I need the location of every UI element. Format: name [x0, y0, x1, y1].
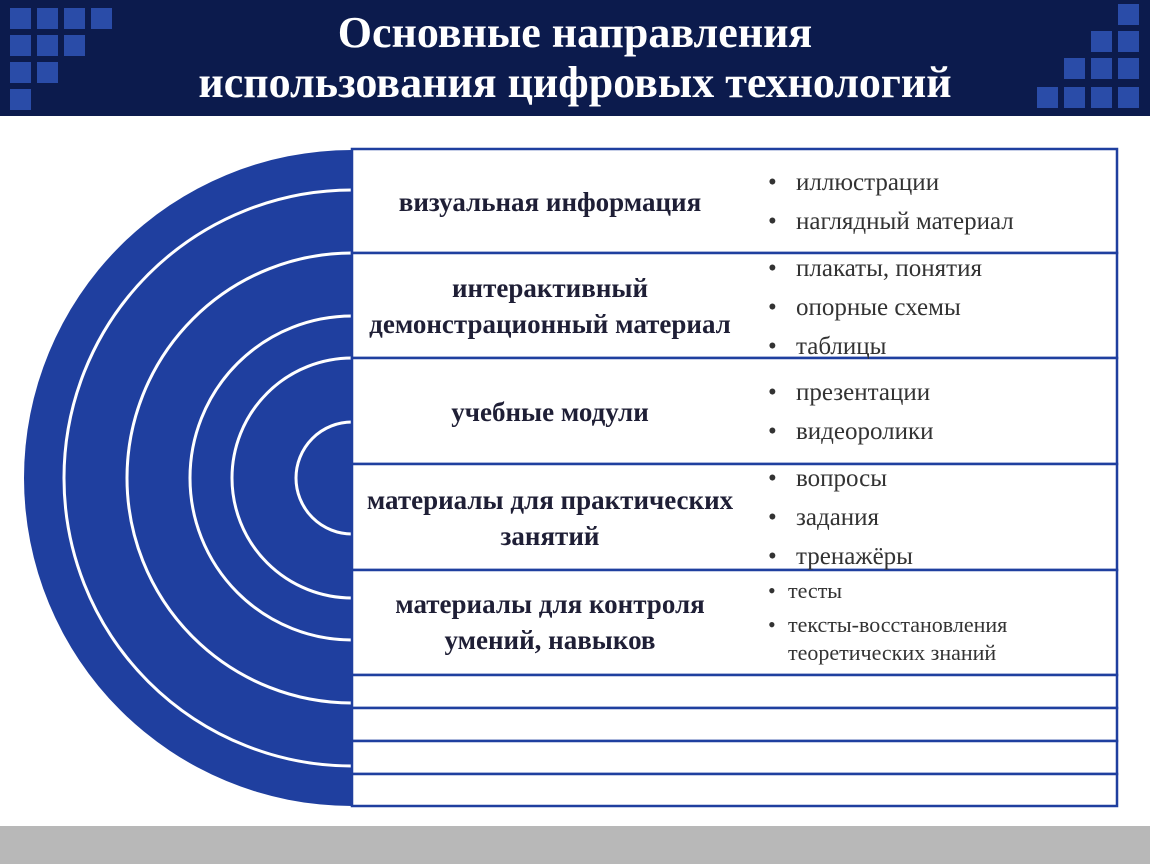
row-label-visual: визуальная информация: [398, 187, 702, 217]
row-items-visual: [762, 163, 1112, 241]
list-item: • задания: [762, 498, 1112, 537]
row-label-practice: материалы для практических занятий: [366, 485, 734, 551]
list-item: • таблицы: [762, 327, 1112, 366]
row-items-practice: [762, 459, 1112, 576]
row-items-modules: [762, 373, 1112, 451]
band-empty-4: [352, 774, 1117, 806]
row-items-control: [762, 577, 1112, 667]
band-empty-3: [352, 741, 1117, 774]
row-label-control: материалы для контроля умений, навыков: [395, 589, 705, 655]
row-label-modules: учебные модули: [451, 397, 649, 427]
list-item: • тесты: [762, 577, 1112, 605]
list-item: • наглядный материал: [762, 202, 1112, 241]
list-item: • тексты-восстановления теоретических знаний: [762, 611, 1112, 667]
list-item: • опорные схемы: [762, 288, 1112, 327]
list-item: • видеоролики: [762, 412, 1112, 451]
band-empty-2: [352, 708, 1117, 741]
row-label-interactive: интерактивный демонстрационный материал: [369, 273, 731, 339]
row-items-interactive: [762, 249, 1112, 366]
band-empty-1: [352, 675, 1117, 708]
title-line-2: использования цифровых технологий: [198, 58, 952, 107]
list-item: • презентации: [762, 373, 1112, 412]
list-item: • плакаты, понятия: [762, 249, 1112, 288]
list-item: • вопросы: [762, 459, 1112, 498]
footer-bar: [0, 826, 1150, 864]
list-item: • иллюстрации: [762, 163, 1112, 202]
title-line-1: Основные направления: [337, 8, 813, 57]
list-item: • тренажёры: [762, 537, 1112, 576]
